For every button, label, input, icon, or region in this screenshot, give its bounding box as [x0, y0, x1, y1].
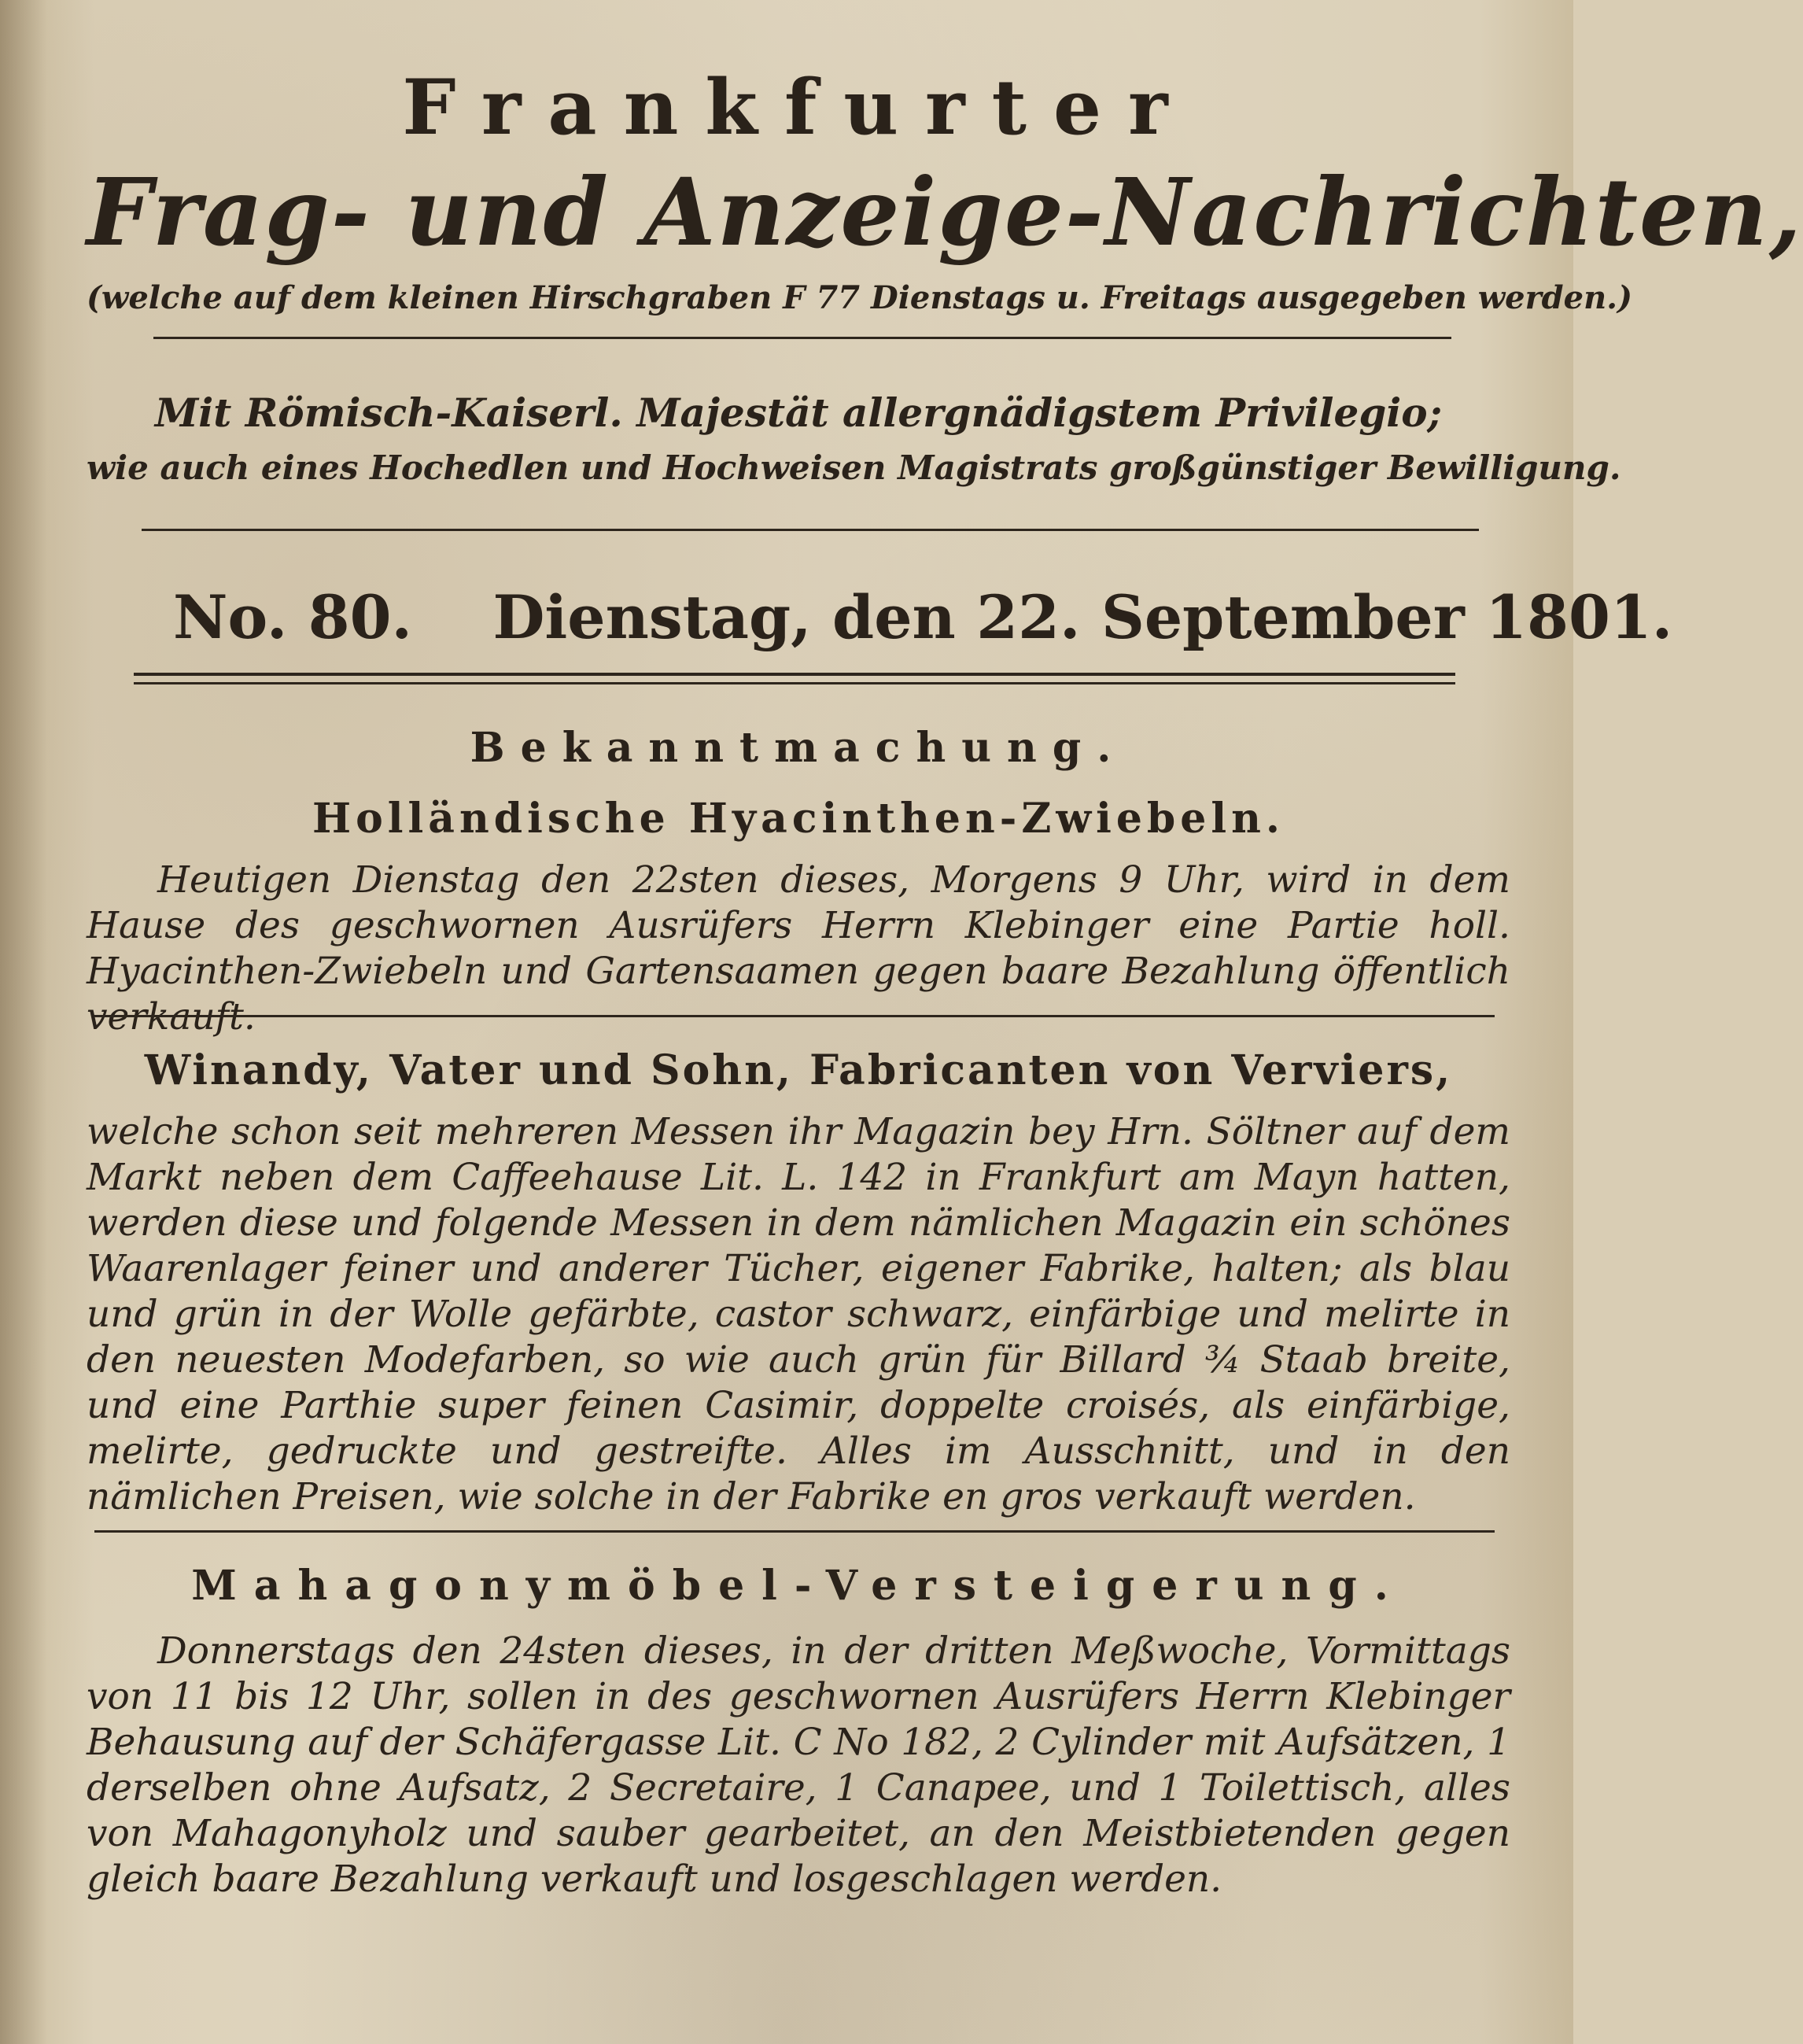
notice3-text: Donnerstags den 24sten dieses, in der dritten Meßwoche, Vormittags von 11 bis 12 Uhr, sollen in des geschwornen Ausrüfers Herrn Klebinger Behausung auf der Schäfergasse Lit. C No 182, 2 Cylinder mit Aufsätzen, 1 derselben ohne Aufsatz, 2 Secretaire, 1 Canapee, und 1 Toilettisch, alles von Mahagonyholz und sauber gearbeitet, an den Meistbietenden gegen gleich baare Bezahlung verkauft und losgeschlagen werden. [87, 1629, 1510, 1901]
notice1-text: Heutigen Dienstag den 22sten dieses, Morgens 9 Uhr, wird in dem Hause des geschwornen Ausrüfers Herrn Klebinger eine Partie holl. Hyacinthen-Zwiebeln und Gartensaamen gegen baare Bezahlung öffentlich verkauft. [87, 858, 1510, 1039]
notice1-body [87, 858, 1510, 1040]
privilege-line2: wie auch eines Hochedlen und Hochweisen Magistrats großgünstiger Bewilligung. [87, 448, 1621, 487]
notice2-body [87, 1109, 1510, 1520]
notice1-heading: Bekanntmachung. [470, 724, 1127, 772]
notice1-subheading: Holländische Hyacinthen-Zwiebeln. [312, 795, 1285, 843]
masthead-title-line2: Frag- und Anzeige-Nachrichten, [87, 157, 1803, 267]
notice2-heading: Winandy, Vater und Sohn, Fabricanten von Verviers, [144, 1046, 1453, 1094]
notice3-body [87, 1629, 1510, 1902]
divider-rule [94, 1015, 1495, 1017]
notice3-heading: Mahagonymöbel-Versteigerung. [191, 1562, 1406, 1610]
page-fold-shadow [0, 0, 47, 2044]
issue-date: Dienstag, den 22. September 1801. [492, 582, 1673, 652]
divider-rule [94, 1530, 1495, 1533]
divider-rule [142, 529, 1479, 531]
notice2-text: welche schon seit mehreren Messen ihr Magazin bey Hrn. Söltner auf dem Markt neben dem Caffeehause Lit. L. 142 in Frankfurt am Mayn hatten, werden diese und folgende Messen in dem nämlichen Magazin ein schönes Waarenlager feiner und anderer Tücher, eigener Fabrike, halten; als blau und grün in der Wolle gefärbte, castor schwarz, einfärbige und melirte in den neuesten Modefarben, so wie auch grün für Billard ¾ Staab breite, und eine Parthie super feinen Casimir, doppelte croisés, als einfärbige, melirte, gedruckte und gestreifte. Alles im Ausschnitt, und in den nämlichen Preisen, wie solche in der Fabrike en gros verkauft werden. [87, 1110, 1510, 1518]
privilege-line1: Mit Römisch-Kaiserl. Majestät allergnädigstem Privilegio; [154, 389, 1443, 436]
divider-rule [153, 337, 1451, 339]
masthead-title-line1: Frankfurter [402, 63, 1195, 152]
masthead-subtitle: (welche auf dem kleinen Hirschgraben F 77 Dienstags u. Freitags ausgegeben werden.) [87, 279, 1633, 316]
issue-line [173, 582, 1673, 652]
double-divider-rule [134, 673, 1455, 684]
issue-number: No. 80. [173, 582, 412, 652]
